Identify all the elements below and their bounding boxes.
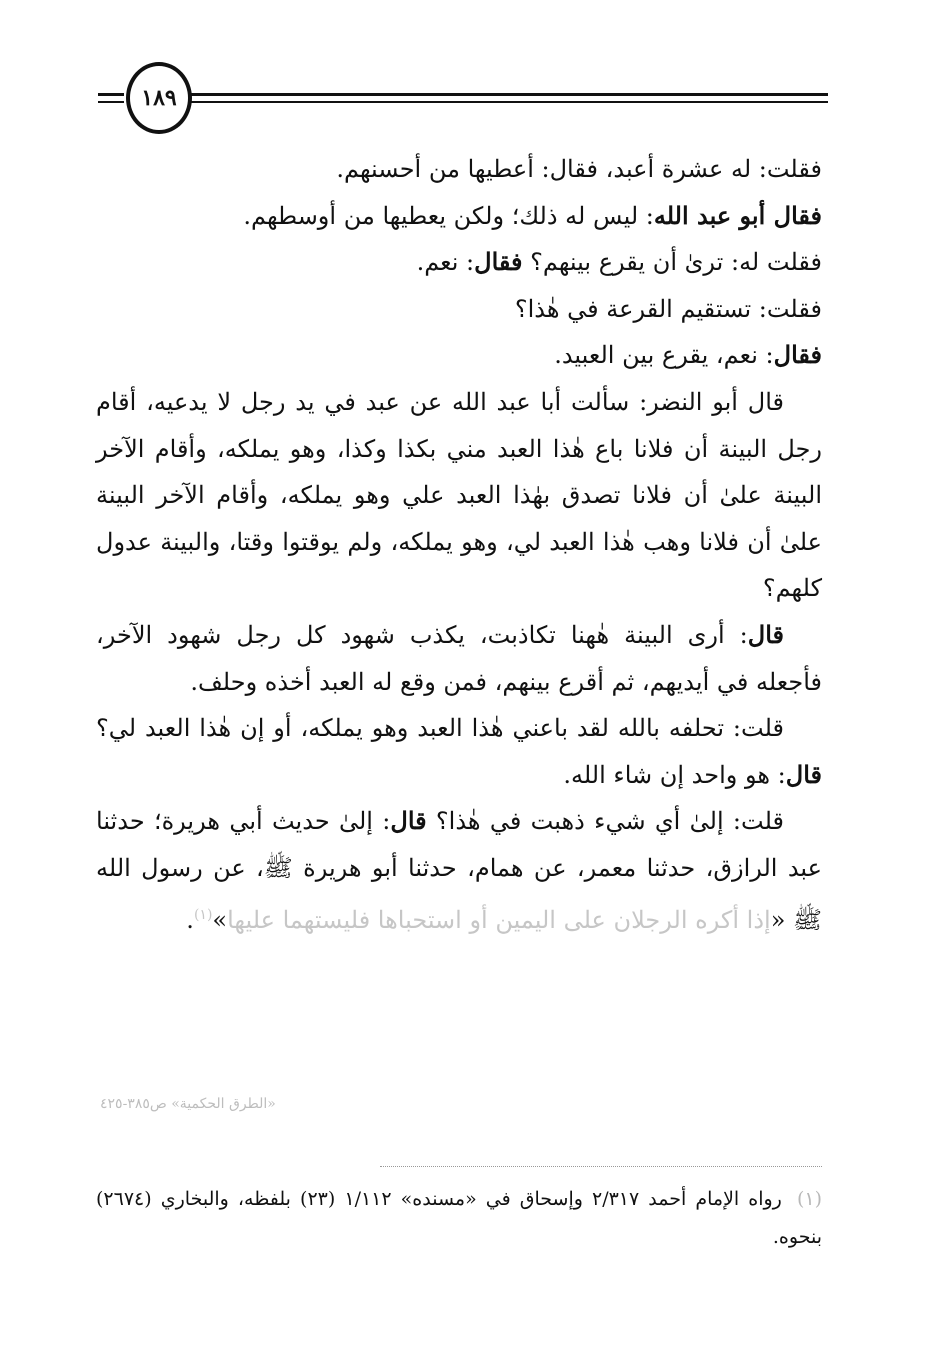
- text-run: فقلت: له عشرة أعبد، فقال: أعطيها من أحسنهم.: [336, 155, 822, 183]
- paragraph-1: [96, 146, 822, 193]
- text-run: قلت: إلىٰ أي شيء ذهبت في هٰذا؟: [426, 807, 785, 836]
- text-run: : نعم، يقرع بين العبيد.: [554, 341, 774, 370]
- text-run: : إلىٰ حديث أبي هريرة؛ حدثنا عبد الرازق، حدثنا معمر، عن همام، حدثنا أبو هريرة ﷺ، عن رسول الله ﷺ «: [96, 807, 822, 934]
- text-run: : هو واحد إن شاء الله.: [563, 760, 786, 789]
- paragraph-8: [96, 705, 822, 798]
- text-run: : أرى البينة هٰهنا تكاذبت، يكذب شهود كل رجل شهود الآخر، فأجعله في أيديهم، ثم أقرع بينهم، فمن وقع له العبد أخذه وحلف.: [96, 620, 822, 696]
- paragraph-6: [96, 379, 822, 612]
- footnote-text: رواه الإمام أحمد ٢/٣١٧ وإسحاق في «مسنده» ١/١١٢ (٢٣) بلفظه، والبخاري (٢٦٧٤) بنحوه.: [96, 1188, 822, 1248]
- footnote-ref: (١): [193, 906, 213, 923]
- footnote-number: (١): [796, 1188, 822, 1210]
- paragraph-4: [96, 286, 822, 333]
- paragraph-3: [96, 239, 822, 286]
- page-number-badge: [126, 62, 192, 134]
- header-rule-bottom: [184, 101, 828, 103]
- speaker-label: قال: [785, 759, 822, 789]
- main-text: [96, 146, 822, 943]
- speaker-label: قال: [747, 619, 784, 649]
- paragraph-5: [96, 332, 822, 379]
- footnotes: [96, 1180, 822, 1256]
- text-run: : ليس له ذلك؛ ولكن يعطيها من أوسطهم.: [243, 201, 654, 230]
- paragraph-7: [96, 612, 822, 705]
- text-run: : نعم.: [416, 248, 475, 277]
- quote-close: »: [212, 905, 228, 934]
- speaker-label: فقال: [773, 340, 822, 370]
- header-rule-left-bottom: [98, 101, 124, 103]
- text-run: فقلت له: ترىٰ أن يقرع بينهم؟: [522, 248, 822, 277]
- header-rule-top: [184, 93, 828, 96]
- speaker-label: فقال أبو عبد الله: [653, 200, 822, 230]
- faded-stamp: «الطرق الحكمية» ص٣٨٥-٤٢٥: [100, 1096, 276, 1112]
- page-number: ١٨٩: [141, 85, 177, 111]
- paragraph-9: [96, 798, 822, 943]
- footnote-divider: [380, 1166, 822, 1167]
- speaker-label: فقال: [474, 247, 523, 277]
- header-rule-left-top: [98, 93, 124, 96]
- speaker-label: قال: [390, 806, 427, 836]
- text-run: قال أبو النضر: سألت أبا عبد الله عن عبد في يد رجل لا يدعيه، أقام رجل البينة أن فلانا باع هٰذا العبد مني بكذا وكذا، وهو يملكه، وأقام الآخر البينة علىٰ أن فلانا تصدق بهٰذا العبد علي وهو يملكه، وأقام الآخر البينة علىٰ أن فلانا وهب هٰذا العبد لي، وهو يملكه، ولم يوقتوا وقتا، والبينة عدول كلهم؟: [96, 387, 822, 603]
- text-run: قلت: تحلفه بالله لقد باعني هٰذا العبد وهو يملكه، أو إن هٰذا العبد لي؟: [96, 714, 784, 743]
- text-run: فقلت: تستقيم القرعة في هٰذا؟: [514, 294, 822, 323]
- paragraph-2: [96, 193, 822, 240]
- text-run: .: [186, 905, 194, 934]
- page-header: [98, 62, 828, 142]
- hadith-quote: إذا أكره الرجلان على اليمين أو استحباها فليستهما عليها: [227, 905, 771, 934]
